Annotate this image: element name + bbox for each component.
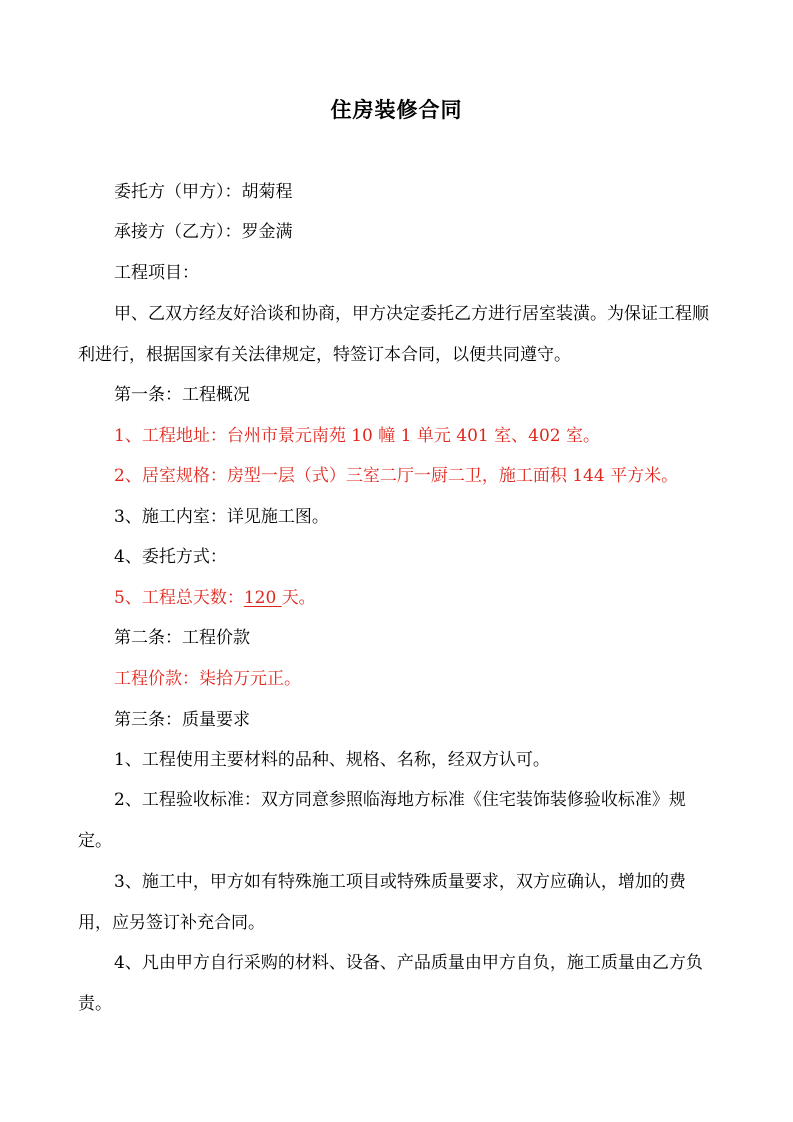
intro-paragraph: 甲、乙双方经友好洽谈和协商，甲方决定委托乙方进行居室装潢。为保证工程顺利进行，根据国家有关法律规定，特签订本合同，以便共同遵守。 — [78, 304, 709, 365]
duration-label: 5、工程总天数： — [114, 588, 244, 608]
article3-item-materials: 1、工程使用主要材料的品种、规格、名称，经双方认可。 — [114, 750, 550, 770]
article2-heading: 第二条：工程价款 — [114, 628, 250, 648]
article1-item-address: 1、工程地址：台州市景元南苑 10 幢 1 单元 401 室、402 室。 — [114, 426, 600, 446]
article1-item-duration — [78, 578, 718, 619]
duration-days: 120 — [243, 588, 282, 608]
article1-item-scope: 3、施工内室：详见施工图。 — [114, 507, 329, 527]
article3-item-standard: 2、工程验收标准：双方同意参照临海地方标准《住宅装饰装修验收标准》规定。 — [78, 790, 686, 851]
article1-item-spec: 2、居室规格：房型一层（式）三室二厅一厨二卫，施工面积 144 平方米。 — [114, 466, 679, 486]
article1-item-method: 4、委托方式： — [114, 547, 227, 567]
article1-heading: 第一条：工程概况 — [114, 385, 250, 405]
article3-heading: 第三条：质量要求 — [114, 710, 250, 730]
page-title: 住房装修合同 — [330, 98, 463, 122]
article3-item-responsibility: 4、凡由甲方自行采购的材料、设备、产品质量由甲方自负，施工质量由乙方负责。 — [78, 953, 703, 1014]
project-line: 工程项目： — [114, 263, 199, 283]
contractor-line: 承接方（乙方）：罗金满 — [114, 222, 293, 242]
client-line: 委托方（甲方）：胡菊程 — [114, 182, 293, 202]
article2-price: 工程价款：柒拾万元正。 — [114, 669, 301, 689]
duration-unit: 天。 — [281, 588, 316, 608]
article3-item-special: 3、施工中，甲方如有特殊施工项目或特殊质量要求，双方应确认，增加的费用，应另签订补充合同。 — [78, 872, 686, 933]
